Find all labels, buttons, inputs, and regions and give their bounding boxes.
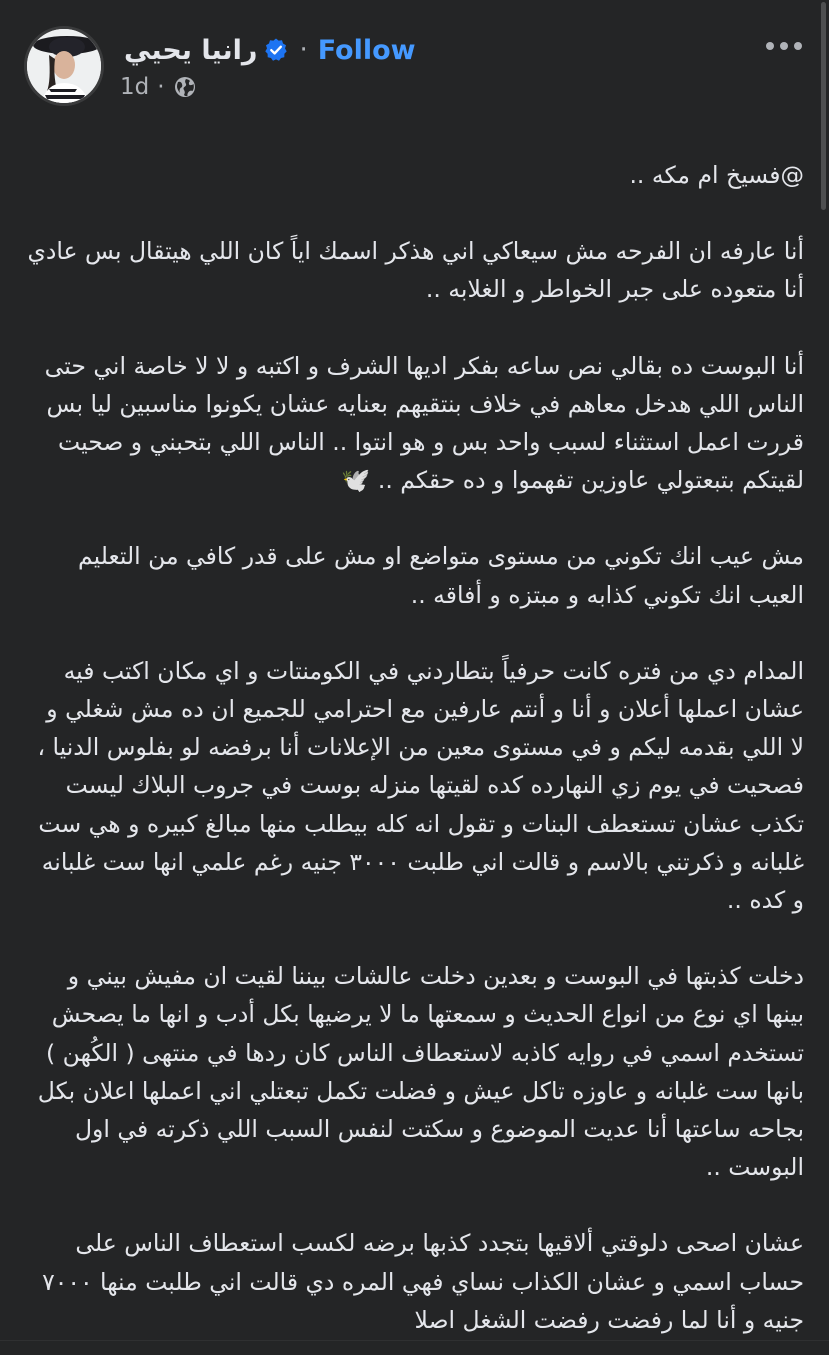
- post-paragraph: أنا عارفه ان الفرحه مش سيعاكي اني هذكر اسمك اياً كان اللي هيتقال بس عادي أنا متعوده على جبر الخواطر و الغلابه ..: [27, 237, 804, 304]
- post-paragraph: عشان اصحى دلوقتي ألاقيها بتجدد كذبها برضه لكسب استعطاف الناس على حساب اسمي و عشان الكذاب نساي فهي المره دي قالت اني طلبت منها ٧٠٠٠ جنيه و أنا لما رفضت رفضت الشغل اصلا: [42, 1229, 804, 1334]
- more-horizontal-icon[interactable]: [764, 34, 804, 58]
- globe-icon[interactable]: [173, 75, 197, 99]
- follow-button[interactable]: Follow: [317, 34, 416, 66]
- top-spacer: [26, 118, 804, 156]
- paragraph-gap: [26, 499, 804, 537]
- paragraph-gap: [26, 194, 804, 232]
- paragraph-gap: [26, 309, 804, 347]
- post-header: [0, 0, 829, 120]
- scrollbar-thumb[interactable]: [821, 2, 826, 210]
- post-paragraph: دخلت كذبتها في البوست و بعدين دخلت عالشات بيننا لقيت ان مفيش بيني و بينها اي نوع من انواع الحديث و سمعتها ما لا يرضيها بكل أدب و انها ما يصحش تستخدم اسمي في روايه كاذبه لاستعطاف الناس كان ردها في منتهى ( الكُهن ) بانها ست غلبانه و عاوزه تاكل عيش و فضلت تكمل تبعتلي اني اعملها اعلان بكل بجاحه ساعتها أنا عديت الموضوع و سكتت لنفس السبب اللي ذكرته في اول البوست ..: [37, 962, 804, 1182]
- post-paragraph: أنا البوست ده بقالي نص ساعه بفكر اديها الشرف و اكتبه و لا لا خاصة اني حتى الناس اللي هدخل معاهم في خلاف بنتقيهم بعنايه عشان يكونوا مناسبين ليا بس قررت اعمل استثناء لسبب واحد بس و هو انتوا .. الناس اللي بتحبني و صحيت لقيتكم بتبعتولي عاوزين تفهموا و ده حقكم .. 🕊️: [44, 351, 804, 495]
- post-meta: [120, 70, 197, 104]
- paragraph-gap: [26, 614, 804, 652]
- post-timestamp[interactable]: 1d: [120, 74, 150, 100]
- paragraph-gap: [26, 919, 804, 957]
- post-paragraph: @فسيخ ام مكه ..: [629, 161, 804, 189]
- bottom-edge: [0, 1340, 829, 1355]
- author-avatar-image: [27, 29, 101, 103]
- post-paragraph: المدام دي من فتره كانت حرفياً بتطاردني في الكومنتات و اي مكان اكتب فيه عشان اعملها أعلان و أنا و أنتم عارفين مع احترامي للجميع ان ده مش شغلي و لا اللي بقدمه ليكم و في مستوى معين من الإعلانات أنا برفضه لو بفلوس الدنيا ، فصحيت في يوم زي النهارده كده لقيتها منزله بوست في جروب البلاك ليست تكذب عشان تستعطف البنات و تقول انه كله بيطلب منها مبالغ كبيره و هي ست غلبانه و ذكرتني بالاسم و قالت اني طلبت ٣٠٠٠ جنيه رغم علمي انها ست غلبانه و كده ..: [37, 656, 804, 915]
- post-paragraph: مش عيب انك تكوني من مستوى متواضع او مش على قدر كافي من التعليم العيب انك تكوني كذابه و مبتزه و أفاقه ..: [78, 542, 804, 609]
- separator-dot: ·: [299, 35, 308, 65]
- meta-separator-dot: ·: [157, 74, 165, 100]
- verified-badge-icon: [263, 37, 289, 63]
- author-line: [124, 26, 416, 74]
- post-text: [26, 118, 804, 1354]
- author-avatar[interactable]: [24, 26, 104, 106]
- paragraph-gap: [26, 1186, 804, 1224]
- author-name[interactable]: رانيا يحيي: [124, 34, 258, 66]
